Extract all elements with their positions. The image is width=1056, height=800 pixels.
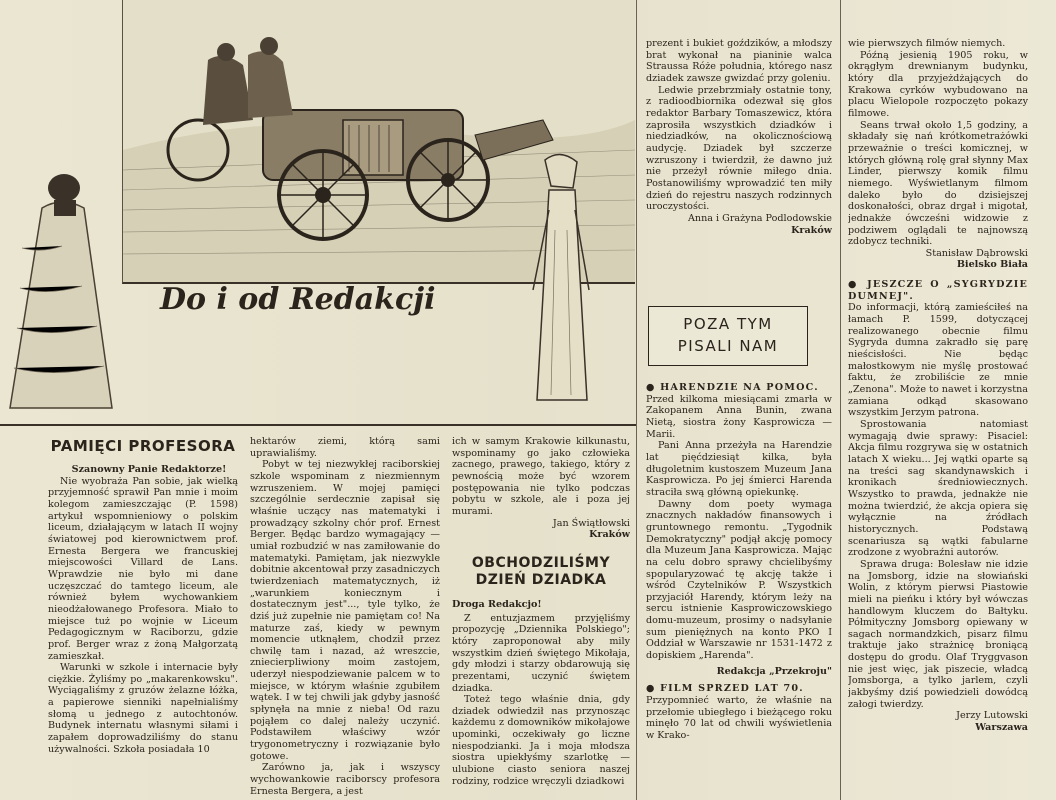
article-heading: ● HARENDZIE NA POMOC.	[646, 382, 819, 393]
article-paragraph: Przed kilkoma miesiącami zmarła w Zakopanem Anna Bunin, zwana Nietą, siostra żony Kasprowicza — Marii.	[646, 393, 832, 440]
article-place: Bielsko Biała	[956, 259, 1028, 271]
article-paragraph: prezent i bukiet goździków, a młodszy brat wykonał na pianinie walca Straussa Róże południa, którego nasz dziadek zawsze gwizdać przy goleniu.	[646, 38, 832, 84]
article-paragraph: Toteż tego właśnie dnia, gdy dziadek odwiedził nas przynosząc każdemu z domowników mikołajowe upominki, oczekiwały go liczne niespodzianki. Ja i moja młodsza siostra upiekłyśmy szarlotkę — ulubione ciasto seniora naszej rodziny, rodzice wręczyli dziadkowi	[452, 694, 630, 787]
article-dzien-dziadka	[452, 436, 630, 800]
article-paragraph: Nie wyobraża Pan sobie, jak wielką przyjemność sprawił Pan mnie i moim kolegom zamieszczając (P. 1598) artykuł wspomnieniowy o polskim liceum, działającym w latach II wojny światowej pod kierownictwem prof. Ernesta Bergera we francuskiej miejscowości Villard de Lans. Wprawdzie nie było mi dane uczęszczać do tamtego liceum, ale również byłem wychowankiem nieodżałowanego Profesora. Miało to miejsce tuż po wojnie w Liceum Pedagogicznym w Raciborzu, gdzie prof. Berger wraz z żoną Małgorzatą zamieszkał.	[48, 475, 238, 662]
article-paragraph: hektarów ziemi, którą sami uprawialiśmy.	[250, 436, 440, 459]
article-pamieci-profesora	[48, 436, 238, 800]
illustration-area	[0, 0, 636, 422]
article-heading: PAMIĘCI PROFESORA	[50, 437, 236, 455]
article-paragraph: Sprawa druga: Bolesław nie idzie na Jomsborg, idzie na słowiański Wolin, z którym pierwsi Piastowie mieli na pieńku i który był wówczas handlowym kluczem do Bałtyku. Półmityczny Jomsborg opiewany w sagach normandzkich, pisarz filmu traktuje jako strażnicę broniącą dostępu do grodu. Olaf Tryggvason nie jest więc, jak piszecie, władcą Jomsborga, a tylko jarlem, czyli jakbyśmy dziś powiedzieli dowódcą załogi twierdzy.	[848, 558, 1028, 710]
article-paragraph: Pani Anna przeżyła na Harendzie lat pięćdziesiąt kilka, była długoletnim kustoszem Muzeum Jana Kasprowicza. Po jej śmierci Harenda straciła swą główną opiekunkę.	[646, 440, 832, 498]
box-line: PISALI NAM	[677, 337, 779, 355]
article-signature: Jan Świątłowski	[552, 517, 630, 529]
article-paragraph: Do informacji, którą zamieściłeś na łamach P. 1599, dotyczącej realizowanego obecnie filmu Sygryda dumna zakradło się parę nieścisłości. Nie będąc małostkowym nie myślę prostować faktu, że zrobiliście ze mnie „Zenona". Może to nawet i korzystna zamiana odkąd skasowano wszystkim Jerzym patrona.	[848, 302, 1028, 419]
column-divider	[840, 0, 841, 800]
column-divider	[636, 0, 637, 800]
box-line: POZA TYM	[683, 315, 773, 333]
article-harendzie	[646, 382, 832, 800]
article-salutation: Droga Redakcjo!	[452, 598, 542, 610]
woman-in-fur-illustration-icon	[2, 168, 122, 418]
article-paragraph: Późną jesienią 1905 roku, w okrągłym drewnianym budynku, który dla przyjeżdżających do Krakowa cyrków wybudowano na placu Wielopole rozpoczęto pokazy filmowe.	[848, 49, 1028, 119]
article-film-sygryda	[848, 38, 1028, 800]
poza-tym-box	[648, 306, 808, 366]
article-paragraph: Pobyt w tej niezwykłej raciborskiej szkole wspominam z niezmiennym wzruszeniem. W mojej pamięci szczególnie serdecznie zapisał się właśnie uczący nas matematyki i prowadzący szkolny chór prof. Ernest Berger. Będąc bardzo wymagający — umiał rozbudzić w nas zamiłowanie do matematyki. Pamiętam, jak niezwykle dobitnie akcentował przy zasadniczych twierdzeniach matematycznych, iż „warunkiem koniecznym i dostatecznym jest"..., tyle tylko, że dziś już zupełnie nie pamiętam co! Na maturze zaś, kiedy w pewnym momencie utknąłem, chodził przez chwilę tam i nazad, aż wreszcie, zniecierpliwiony moim zastojem, uderzył niespodziewanie palcem w to miejsce, w którym właśnie zgubiłem wątek. I w tej chwili jak gdyby jasność spłynęła na mnie z nieba! Od razu pojąłem co dalej należy uczynić. Podstawiłem właściwy wzór trygonometryczny i rozwiązanie było gotowe.	[250, 459, 440, 762]
article-dzien-dziadka-continued	[646, 38, 832, 296]
article-paragraph: ich w samym Krakowie kilkunastu, wspominamy go jako człowieka zacnego, prawego, takiego, który z pewnością może być wzorem postępowania nie tylko podczas pobytu w szkole, ale i poza jej murami.	[452, 436, 630, 517]
lady-standing-illustration-icon	[515, 150, 605, 415]
article-paragraph: Z entuzjazmem przyjęliśmy propozycję „Dziennika Polskiego"; który zaproponował aby mily wszystkim dzień świętego Mikołaja, gdy młodzi i starzy obdarowują się prezentami, uczynić świętem dziadka.	[452, 612, 630, 694]
article-paragraph: Ledwie przebrzmiały ostatnie tony, z radioodbiornika odezwał się głos redaktor Barbary Tomaszewicz, która zaprosiła wszystkich dziadków i niedziadków, na okolicznościową audycję. Dziadek był szczerze wzruszony i twierdził, że dawno już nie przeżył równie miłego dnia. Postanowiliśmy wprowadzić ten miły dzień do rejestru naszych rodzinnych uroczystości.	[646, 84, 832, 213]
article-pamieci-continued	[250, 436, 440, 800]
article-paragraph: Dawny dom poety wymaga znacznych nakładów finansowych i gruntownego remontu. „Tygodnik Demokratyczny" podjął akcję pomocy dla Muzeum Jana Kasprowicza. Mając na celu dobro sprawy chcielibyśmy spopularyzować tę akcję także i wśród Czytelników P. Wszystkich przyjaciół Harendy, którym leży na sercu istnienie Kasprowiczowskiego domu-muzeum, prosimy o nadsyłanie sum pieniężnych na konto PKO I Oddział w Warszawie nr 1531-1472 z dopiskiem „Harenda".	[646, 498, 832, 662]
article-heading: ● FILM SPRZED LAT 70.	[646, 683, 804, 695]
article-paragraph: Seans trwał około 1,5 godziny, a składały się nań krótkometrażówki przeważnie o treści komicznej, w których główną rolę grał słynny Max Linder, pierwszy komik filmu niemego. Wyświetlanym filmom daleko było do dzisiejszej doskonałości, obraz drgał i migotał, jednakże ówcześni widzowie z podziwem oglądali te najnowszą zdobycz techniki.	[848, 119, 1028, 248]
article-paragraph: Zarówno ja, jak i wszyscy wychowankowie raciborscy profesora Ernesta Bergera, a jest	[250, 762, 440, 797]
article-signature: Redakcja „Przekroju"	[716, 665, 832, 677]
article-salutation: Szanowny Panie Redaktorze!	[71, 464, 227, 475]
article-signature: Jerzy Lutowski	[956, 710, 1028, 722]
divider	[0, 424, 636, 426]
article-signature: Stanisław Dąbrowski	[925, 247, 1028, 259]
article-heading: OBCHODZILIŚMY DZIEŃ DZIADKA	[471, 554, 611, 588]
article-paragraph: wie pierwszych filmów niemych.	[848, 38, 1006, 49]
article-place: Kraków	[589, 529, 630, 541]
article-paragraph: Sprostowania natomiast wymagają dwie sprawy: Pisaciel: Akcja filmu rozgrywa się w ostatnich latach X wieku... Jej wątki oparte są na treści sag skandynawskich i kronikach średniowiecznych. Wszystko to prawda, jednakże nie można twierdzić, że akcja opiera się wyłącznie na źródłach historycznych. Podstawą scenariusza są wątki fabularne zrodzone z wyobraźni autorów.	[848, 419, 1028, 559]
article-place: Kraków	[791, 224, 832, 236]
article-paragraph: Warunki w szkole i internacie były ciężkie. Żyliśmy po „makarenkowsku". Wyciągaliśmy z gruzów żelazne łóżka, a papierowe sienniki napełnialiśmy słomą u jednego z autochtonów. Budynek internatu własnymi siłami i zapałem doprowadziliśmy do stanu używalności. Szkoła posiadała 10	[48, 662, 238, 755]
section-title: Do i od Redakcji	[160, 282, 436, 317]
article-heading: ● JESZCZE O „SYGRYDZIE DUMNEJ".	[848, 279, 1028, 302]
article-place: Warszawa	[975, 722, 1028, 734]
article-signature: Anna i Grażyna Podlodowskie	[687, 212, 832, 224]
article-paragraph: Przypomnieć warto, że właśnie na przełomie ubiegłego i bieżącego roku minęło 70 lat od chwili wyświetlenia w Krako-	[646, 695, 832, 742]
